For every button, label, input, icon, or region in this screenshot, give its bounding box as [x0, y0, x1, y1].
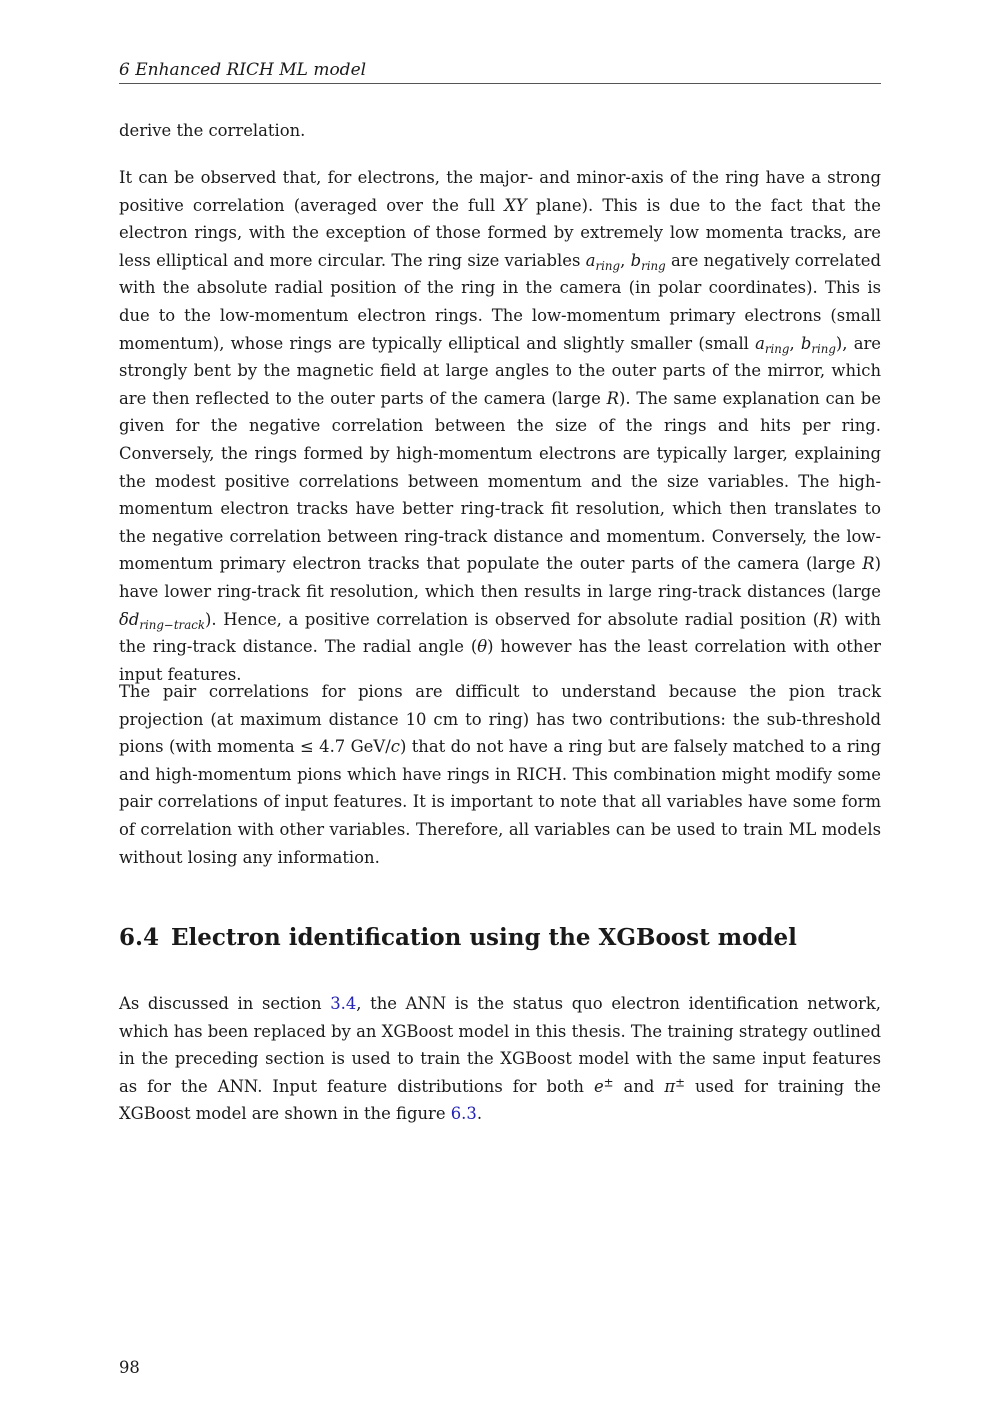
math-subscript-ring: ring: [811, 341, 836, 356]
text-run: are negatively correlated with the absolute radial position of the ring in the camera (in polar coordinates). This is due to the low-momentum electron rings. The low-momentum primary electrons (small momentum), whose rings are typically elliptical and slightly smaller (small: [119, 250, 881, 353]
section-heading: [119, 922, 881, 954]
text-run: The pair correlations for pions are difficult to understand because the pion track projection (at maximum distance 10 cm to ring) has two contributions: the sub-threshold pions (with momenta ≤ 4.7 GeV/: [119, 682, 881, 757]
paragraph-pion-correlations: [119, 678, 881, 871]
math-pi: π: [664, 1076, 676, 1096]
section-title: Electron identification using the XGBoost model: [171, 924, 797, 951]
math-subscript-ring: ring: [641, 258, 666, 273]
text-run: ) that do not have a ring but are falsely matched to a ring and high-momentum pions which have rings in RICH. This combination might modify some pair correlations of input features. It is important to note that all variables have some form of correlation with other variables. Therefore, all variables can be used to train ML models without losing any information.: [119, 737, 881, 867]
figure-reference-link[interactable]: 6.3: [450, 1104, 477, 1124]
paragraph-electron-correlations: [119, 164, 881, 688]
page-number: 98: [119, 1358, 140, 1377]
math-superscript-pm: ±: [603, 1075, 614, 1090]
math-delta-d: δd: [119, 609, 140, 629]
math-superscript-pm: ±: [675, 1075, 686, 1090]
math-subscript-ring: ring: [595, 258, 621, 273]
text-run: ) have lower ring-track fit resolution, which then results in large ring-track distances (large: [119, 554, 881, 601]
text-run: .: [476, 1104, 483, 1124]
math-theta: θ: [477, 637, 488, 657]
paragraph-text: derive the correlation.: [119, 121, 306, 140]
math-c: c: [390, 737, 400, 757]
text-run: plane). This is due to the fact that the electron rings, with the exception of those formed by extremely low momenta tracks, are less elliptical and more circular. The ring size variables: [119, 195, 881, 270]
math-r: R: [862, 554, 875, 574]
text-run: ) with the ring-track distance. The radial angle (: [119, 609, 881, 657]
text-run: and: [613, 1076, 665, 1096]
text-run: ) however has the least correlation with other input features.: [119, 637, 881, 684]
text-run: used for training the XGBoost model are shown in the figure: [119, 1076, 881, 1124]
text-run: ,: [620, 250, 631, 270]
math-e: e: [593, 1076, 604, 1096]
running-header: 6 Enhanced RICH ML model: [119, 58, 881, 84]
math-subscript-ring: ring: [764, 341, 790, 356]
text-run: ), are strongly bent by the magnetic field at large angles to the outer parts of the mirror, which are then reflected to the outer parts of the camera (large: [119, 333, 881, 408]
math-r: R: [819, 609, 832, 629]
section-number: 6.4: [119, 924, 160, 951]
math-b: b: [630, 250, 642, 270]
math-r: R: [606, 388, 619, 408]
math-subscript-ring-track: ring−track: [139, 617, 205, 632]
text-run: ). Hence, a positive correlation is observed for absolute radial position (: [205, 609, 820, 629]
text-run: It can be observed that, for electrons, the major- and minor-axis of the ring have a strong positive correlation (averaged over the full: [119, 168, 881, 215]
text-run: ). The same explanation can be given for the negative correlation between the size of the rings and hits per ring. Conversely, the rings formed by high-momentum electrons are typically larger, explaining the modest positive correlations between momentum and the size variables. The high-momentum electron tracks have better ring-track fit resolution, which then translates to the negative correlation between ring-track distance and momentum. Conversely, the low-momentum primary electron tracks that populate the outer parts of the camera (large: [119, 388, 881, 574]
paragraph-xgboost: [119, 990, 881, 1128]
section-reference-link[interactable]: 3.4: [330, 994, 357, 1013]
math-b: b: [800, 333, 812, 353]
text-run: ,: [789, 333, 801, 353]
paragraph-intro: [119, 117, 881, 145]
math-xy: XY: [504, 195, 527, 215]
text-run: , the ANN is the status quo electron identification network, which has been replaced by an XGBoost model in this thesis. The training strategy outlined in the preceding section is used to train the XGBoost model with the same input features as for the ANN. Input feature distributions for both: [119, 994, 882, 1096]
text-run: As discussed in section: [119, 994, 331, 1013]
math-a: a: [755, 333, 765, 353]
math-a: a: [585, 250, 596, 270]
